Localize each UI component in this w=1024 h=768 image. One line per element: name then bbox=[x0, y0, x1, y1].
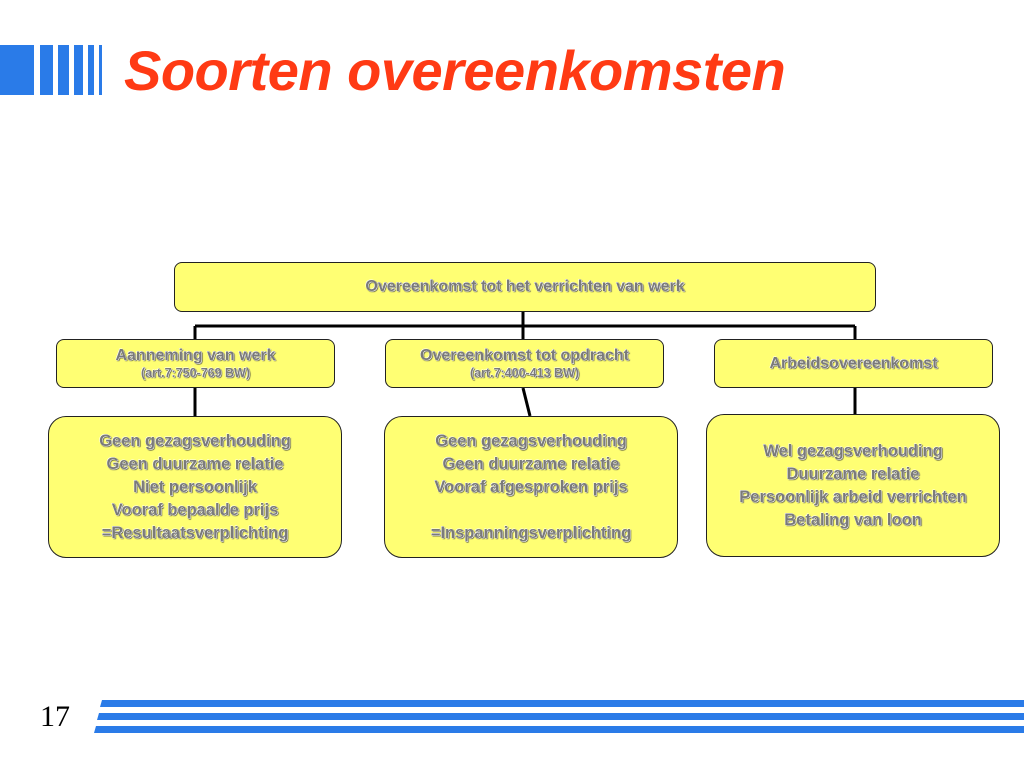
details-aanneming-box bbox=[48, 416, 342, 558]
detail-line: Persoonlijk arbeid verrichten bbox=[739, 487, 967, 506]
details-opdracht-box bbox=[384, 416, 678, 558]
detail-line: =Resultaatsverplichting bbox=[101, 523, 289, 542]
detail-line: Geen gezagsverhouding bbox=[435, 431, 627, 450]
branch-label: Overeenkomst tot opdracht bbox=[420, 347, 629, 364]
detail-line: Niet persoonlijk bbox=[133, 477, 257, 496]
branch-aanneming-box bbox=[56, 339, 335, 388]
details-arbeid-box bbox=[706, 414, 1000, 557]
branch-sublabel: (art.7:750-769 BW) bbox=[140, 366, 251, 380]
branch-arbeid-box bbox=[714, 339, 993, 388]
detail-line: Geen duurzame relatie bbox=[442, 454, 620, 473]
footer-bars-decoration bbox=[94, 700, 1024, 740]
detail-line: Vooraf afgesproken prijs bbox=[434, 477, 628, 496]
branch-sublabel: (art.7:400-413 BW) bbox=[469, 366, 580, 380]
detail-line: Betaling van loon bbox=[784, 510, 922, 529]
branch-label: Aanneming van werk bbox=[115, 347, 276, 364]
detail-line: =Inspanningsverplichting bbox=[430, 523, 632, 542]
branch-label: Arbeidsovereenkomst bbox=[769, 354, 938, 372]
detail-line: Vooraf bepaalde prijs bbox=[111, 500, 279, 519]
branch-opdracht-box bbox=[385, 339, 664, 388]
slide-title: Soorten overeenkomsten bbox=[124, 39, 786, 102]
detail-line: Geen gezagsverhouding bbox=[99, 431, 291, 450]
detail-line: Wel gezagsverhouding bbox=[763, 441, 943, 460]
detail-line: Duurzame relatie bbox=[786, 464, 920, 483]
page-number: 17 bbox=[40, 700, 70, 733]
root-box bbox=[174, 262, 876, 312]
root-label: Overeenkomst tot het verrichten van werk bbox=[365, 278, 685, 295]
detail-line: Geen duurzame relatie bbox=[106, 454, 284, 473]
